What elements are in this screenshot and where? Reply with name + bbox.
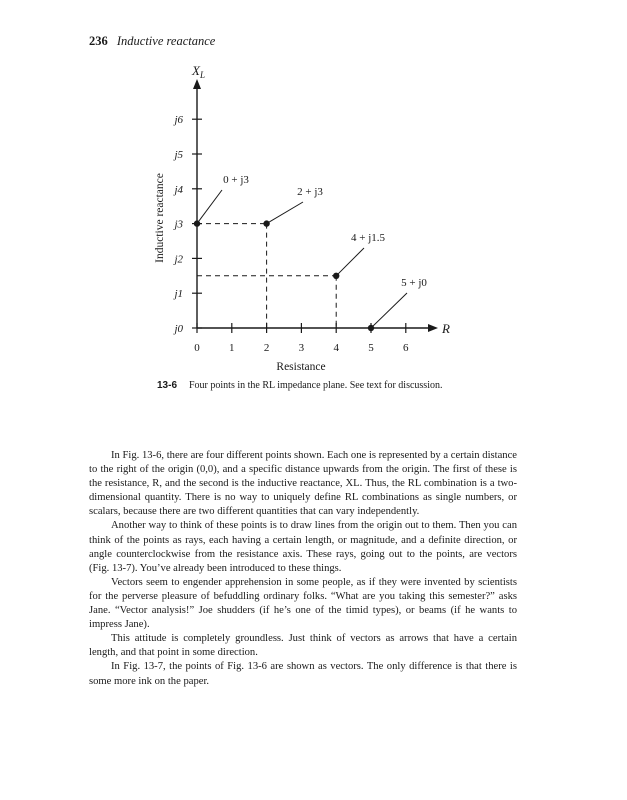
y-tick-label: j5 xyxy=(174,149,183,161)
y-axis-title: Inductive reactance xyxy=(154,173,166,263)
paragraph: This attitude is completely groundless. Just think of vectors as arrows that have a certain length, and that point in some direction. xyxy=(89,633,517,659)
x-tick-label: 3 xyxy=(298,342,305,354)
caption-text: Four points in the RL impedance plane. See text for discussion. xyxy=(189,380,443,391)
data-points xyxy=(194,174,428,331)
paragraph: Vectors seem to engender apprehension in some people, as if they were invented by scientists for the perverse pleasure of befuddling ordinary folks. “What are you taking this semester?” asks Jane. “Vector analysis!” Joe shudders (if he’s one of the timid types), or beams (if he wants to impress Jane). xyxy=(89,576,517,631)
paragraph: Another way to think of these points is to draw lines from the origin out to them. Then you can think of the points as rays, each having a certain length, or magnitude, and a definite direction, or angle counterclockwise from the resistance axis. These rays, going out to the points, are vectors (Fig. 13-7). You’ve already been introduced to these things. xyxy=(89,520,517,574)
y-axis-symbol: $X_L$ xyxy=(192,63,205,80)
point-leader-line xyxy=(336,248,364,276)
point-leader-line xyxy=(267,202,303,224)
point-leader-line xyxy=(371,293,407,328)
point-label: 2 + j3 xyxy=(297,186,323,198)
figure-caption xyxy=(157,380,457,392)
x-tick-label: 5 xyxy=(368,342,374,354)
y-tick-label: j4 xyxy=(174,183,183,196)
impedance-plane-figure xyxy=(0,0,627,380)
data-point xyxy=(263,220,269,226)
x-axis-arrow xyxy=(428,324,438,332)
x-tick-label: 2 xyxy=(263,342,270,354)
y-tick-label: j6 xyxy=(174,114,183,127)
dashed-guides xyxy=(197,224,336,328)
paragraph: In Fig. 13-6, there are four different points shown. Each one is represented by a certain distance to the right of the origin (0,0), and a specific distance upwards from the origin. The first of these is the resistance, R, and the second is the inductive reactance, XL. Thus, the RL combination is a two-dimensional quantity. There is no way to uniquely define RL combinations as single numbers, or scalars, because there are two different quantities that can vary independently. xyxy=(89,450,517,518)
point-label: 4 + j1.5 xyxy=(350,232,386,244)
x-tick-label: 1 xyxy=(229,342,235,354)
running-title: Inductive reactance xyxy=(116,34,216,48)
point-label: 5 + j0 xyxy=(401,277,427,289)
y-tick-label: j2 xyxy=(174,253,183,266)
y-tick-label: j0 xyxy=(174,323,183,335)
point-leader-line xyxy=(197,190,222,224)
point-label: 0 + j3 xyxy=(223,174,249,186)
caption-number: 13-6 xyxy=(157,380,178,391)
x-tick-label: 4 xyxy=(333,342,339,354)
x-axis-symbol: R xyxy=(442,321,450,336)
y-tick-label: j1 xyxy=(174,288,183,301)
body-text xyxy=(89,449,517,689)
x-tick-label: 6 xyxy=(403,342,409,354)
x-tick-label: 0 xyxy=(194,342,200,354)
y-tick-label: j3 xyxy=(174,218,183,231)
y-axis-arrow xyxy=(193,79,201,89)
page-number: 236 xyxy=(89,34,108,48)
x-axis-title: Resistance xyxy=(276,361,326,373)
paragraph: In Fig. 13-7, the points of Fig. 13-6 are shown as vectors. The only difference is that there is some more ink on the paper. xyxy=(89,661,517,687)
